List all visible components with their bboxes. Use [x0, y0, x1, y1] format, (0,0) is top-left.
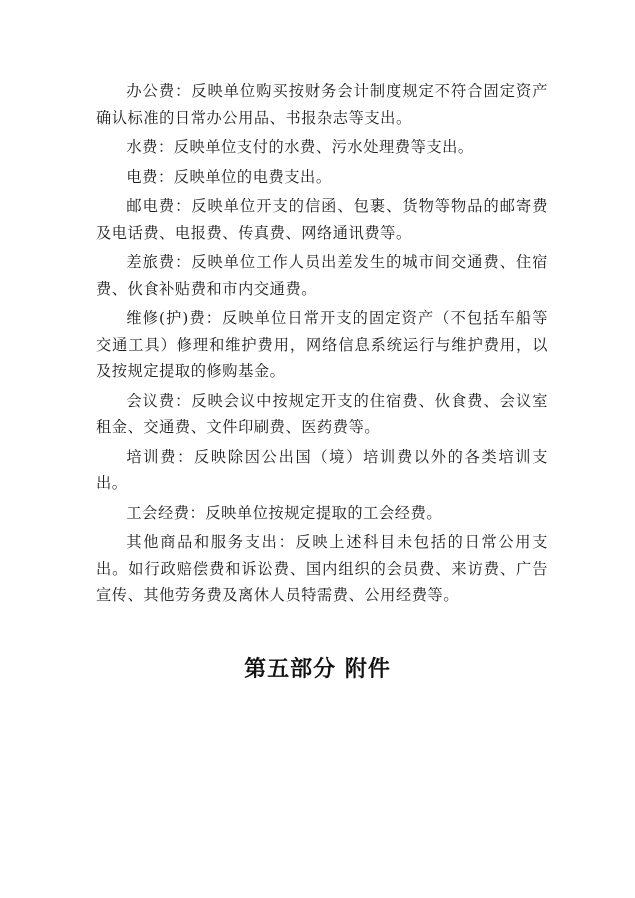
expense-definitions: [96, 78, 548, 612]
paragraph-maintenance-fees: 维修(护)费：反映单位日常开支的固定资产（不包括车船等交通工具）修理和维护费用，网络信息系统运行与维护费用，以及按规定提取的修购基金。: [96, 309, 548, 380]
paragraph-other-goods-services: 其他商品和服务支出：反映上述科目未包括的日常公用支出。如行政赔偿费和诉讼费、国内组织的会员费、来访费、广告宣传、其他劳务费及离休人员特需费、公用经费等。: [96, 533, 548, 604]
paragraph-office-expenses: 办公费：反映单位购买按财务会计制度规定不符合固定资产确认标准的日常办公用品、书报杂志等支出。: [96, 82, 548, 127]
paragraph-electricity-fees: 电费：反映单位的电费支出。: [126, 167, 332, 186]
section-title: 第五部分 附件: [244, 657, 391, 682]
paragraph-postal-telecom-fees: 邮电费：反映单位开支的信函、包裹、货物等物品的邮寄费及电话费、电报费、传真费、网络通讯费等。: [96, 197, 548, 242]
paragraph-training-fees: 培训费：反映除因公出国（境）培训费以外的各类培训支出。: [96, 447, 548, 492]
paragraph-water-fees: 水费：反映单位支付的水费、污水处理费等支出。: [126, 138, 474, 156]
paragraph-union-funds: 工会经费：反映单位按规定提取的工会经费。: [126, 503, 443, 522]
paragraph-travel-expenses: 差旅费：反映单位工作人员出差发生的城市间交通费、住宿费、伙食补贴费和市内交通费。: [96, 253, 548, 298]
paragraph-meeting-fees: 会议费：反映会议中按规定开支的住宿费、伙食费、会议室租金、交通费、文件印刷费、医药费等。: [96, 391, 548, 436]
